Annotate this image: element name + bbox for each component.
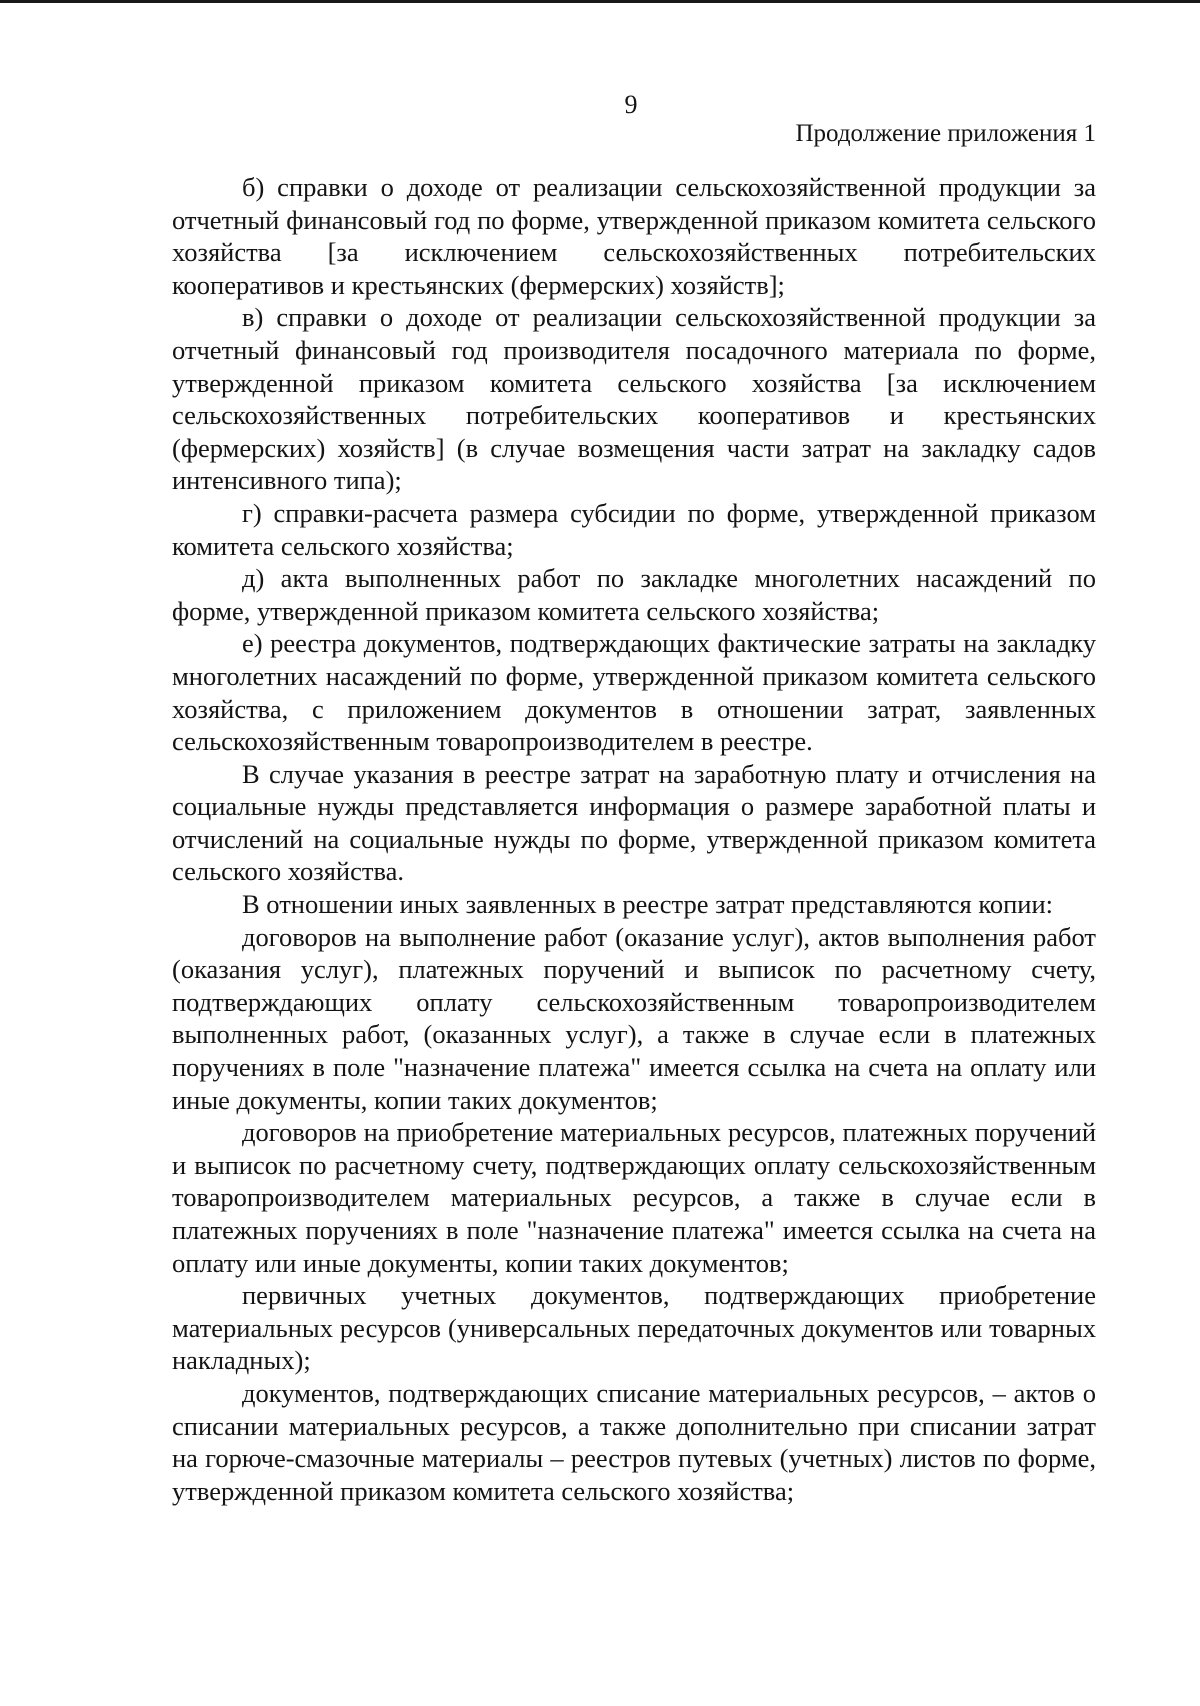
paragraph-item-e: е) реестра документов, подтверждающих фактические затраты на закладку многолетних насаждений по форме, утвержденной приказом комитета сельского хозяйства, с приложением документов в отношении затрат, заявленных сельскохозяйственным товаропроизводителем в реестре.	[172, 628, 1096, 757]
paragraph-service-contracts: договоров на выполнение работ (оказание услуг), актов выполнения работ (оказания услуг), платежных поручений и выписок по расчетному счету, подтверждающих оплату сельскохозяйственным товаропроизводителем выполненных работ, (оказанных услуг), а также в случае если в платежных поручениях в поле "назначение платежа" имеется ссылка на счета на оплату или иные документы, копии таких документов;	[172, 921, 1096, 1115]
page-number: 9	[624, 90, 638, 119]
page-top-edge	[0, 0, 1200, 3]
document-body	[172, 171, 1096, 1507]
paragraph-write-off-documents: документов, подтверждающих списание материальных ресурсов, – актов о списании материальных ресурсов, а также дополнительно при списании затрат на горюче-смазочные материалы – реестров путевых (учетных) листов по форме, утвержденной приказом комитета сельского хозяйства;	[172, 1377, 1096, 1506]
paragraph-item-g: г) справки-расчета размера субсидии по форме, утвержденной приказом комитета сельского хозяйства;	[172, 497, 1096, 561]
paragraph-material-contracts: договоров на приобретение материальных ресурсов, платежных поручений и выписок по расчетному счету, подтверждающих оплату сельскохозяйственным товаропроизводителем материальных ресурсов, а также в случае если в платежных поручениях в поле "назначение платежа" имеется ссылка на счета на оплату или иные документы, копии таких документов;	[172, 1117, 1096, 1278]
paragraph-primary-documents: первичных учетных документов, подтверждающих приобретение материальных ресурсов (универсальных передаточных документов или товарных накладных);	[172, 1280, 1096, 1376]
paragraph-item-d: д) акта выполненных работ по закладке многолетних насаждений по форме, утвержденной приказом комитета сельского хозяйства;	[172, 563, 1096, 626]
paragraph-salary-info: В случае указания в реестре затрат на заработную плату и отчисления на социальные нужды представляется информация о размере заработной платы и отчислений на социальные нужды по форме, утвержденной приказом комитета сельского хозяйства.	[172, 758, 1096, 887]
paragraph-item-b: б) справки о доходе от реализации сельскохозяйственной продукции за отчетный финансовый год по форме, утвержденной приказом комитета сельского хозяйства [за исключением сельскохозяйственных потребительских кооперативов и крестьянских (фермерских) хозяйств];	[172, 172, 1096, 300]
appendix-continuation-note: Продолжение приложения 1	[795, 120, 1096, 147]
paragraph-other-costs: В отношении иных заявленных в реестре затрат представляются копии:	[242, 889, 1054, 920]
paragraph-item-v: в) справки о доходе от реализации сельскохозяйственной продукции за отчетный финансовый год производителя посадочного материала по форме, утвержденной приказом комитета сельского хозяйства [за исключением сельскохозяйственных потребительских кооперативов и крестьянских (фермерских) хозяйств] (в случае возмещения части затрат на закладку садов интенсивного типа);	[172, 302, 1096, 496]
